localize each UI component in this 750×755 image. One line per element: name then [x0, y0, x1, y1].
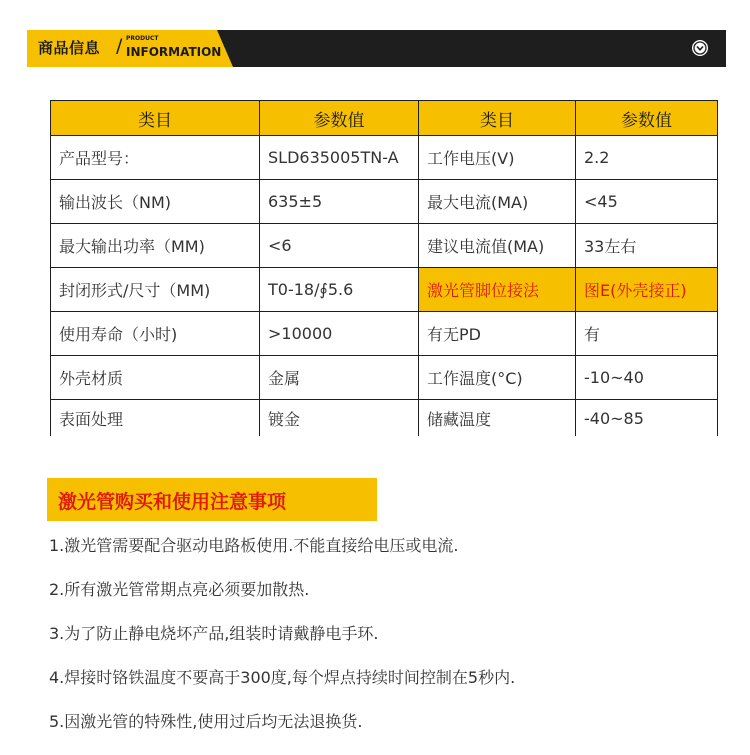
table-cell: 镀金: [260, 400, 419, 437]
list-item: 4.焊接时铬铁温度不要高于300度,每个焊点持续时间控制在5秒内.: [49, 668, 516, 687]
notice-list: [49, 535, 515, 755]
spec-table: [50, 100, 718, 436]
table-cell: 635±5: [260, 180, 419, 224]
table-row: [51, 268, 718, 312]
banner-bar: [233, 30, 726, 67]
banner-subtitle-en: PRODUCT: [126, 35, 159, 42]
list-item: 2.所有激光管常期点亮必须要加散热.: [49, 580, 310, 599]
table-cell: 封闭形式/尺寸（MM): [51, 268, 260, 312]
table-cell: 外壳材质: [51, 356, 260, 400]
list-item: 3.为了防止静电烧坏产品,组装时请戴静电手环.: [49, 624, 379, 643]
header-category: 类目: [51, 101, 260, 136]
banner-slash: /: [116, 35, 123, 57]
table-cell: 2.2: [576, 136, 718, 180]
table-cell: 最大电流(MA): [419, 180, 576, 224]
banner-title-en: INFORMATION: [126, 45, 222, 59]
table-cell: >10000: [260, 312, 419, 356]
table-cell: 建议电流值(MA): [419, 224, 576, 268]
table-cell: 产品型号：: [51, 136, 260, 180]
table-cell-highlight: 图E(外壳接正): [576, 268, 718, 312]
table-cell: -40~85: [576, 400, 718, 437]
table-row: [51, 136, 718, 180]
table-row: [51, 312, 718, 356]
header-value: 参数值: [576, 101, 718, 136]
table-row: [51, 180, 718, 224]
table-row: [51, 356, 718, 400]
table-cell: 最大输出功率（MM): [51, 224, 260, 268]
list-item: 5.因激光管的特殊性,使用过后均无法退换货.: [49, 712, 363, 731]
table-cell: 表面处理: [51, 400, 260, 437]
table-cell: 工作温度(°C): [419, 356, 576, 400]
list-item: 1.激光管需要配合驱动电路板使用.不能直接给电压或电流.: [49, 536, 459, 555]
header-category: 类目: [419, 101, 576, 136]
table-row: [51, 400, 718, 437]
chevron-down-circle-icon[interactable]: [692, 40, 708, 56]
table-cell: <45: [576, 180, 718, 224]
table-row: [51, 224, 718, 268]
table-header-row: [51, 101, 718, 136]
table-cell: 储藏温度: [419, 400, 576, 437]
table-cell: 金属: [260, 356, 419, 400]
table-cell: 有: [576, 312, 718, 356]
table-cell: <6: [260, 224, 419, 268]
table-cell: T0-18/∮5.6: [260, 268, 419, 312]
banner-title-cn: 商品信息: [38, 39, 101, 57]
table-cell: 使用寿命（小时): [51, 312, 260, 356]
notice-heading: [47, 478, 377, 521]
table-cell: -10~40: [576, 356, 718, 400]
header-value: 参数值: [260, 101, 419, 136]
table-cell-highlight: 激光管脚位接法: [419, 268, 576, 312]
table-cell: 33左右: [576, 224, 718, 268]
notice-heading-text: 激光管购买和使用注意事项: [58, 491, 287, 513]
table-cell: 输出波长（NM): [51, 180, 260, 224]
table-cell: SLD635005TN-A: [260, 136, 419, 180]
table-cell: 有无PD: [419, 312, 576, 356]
product-info-banner: [27, 30, 726, 67]
table-cell: 工作电压(V): [419, 136, 576, 180]
